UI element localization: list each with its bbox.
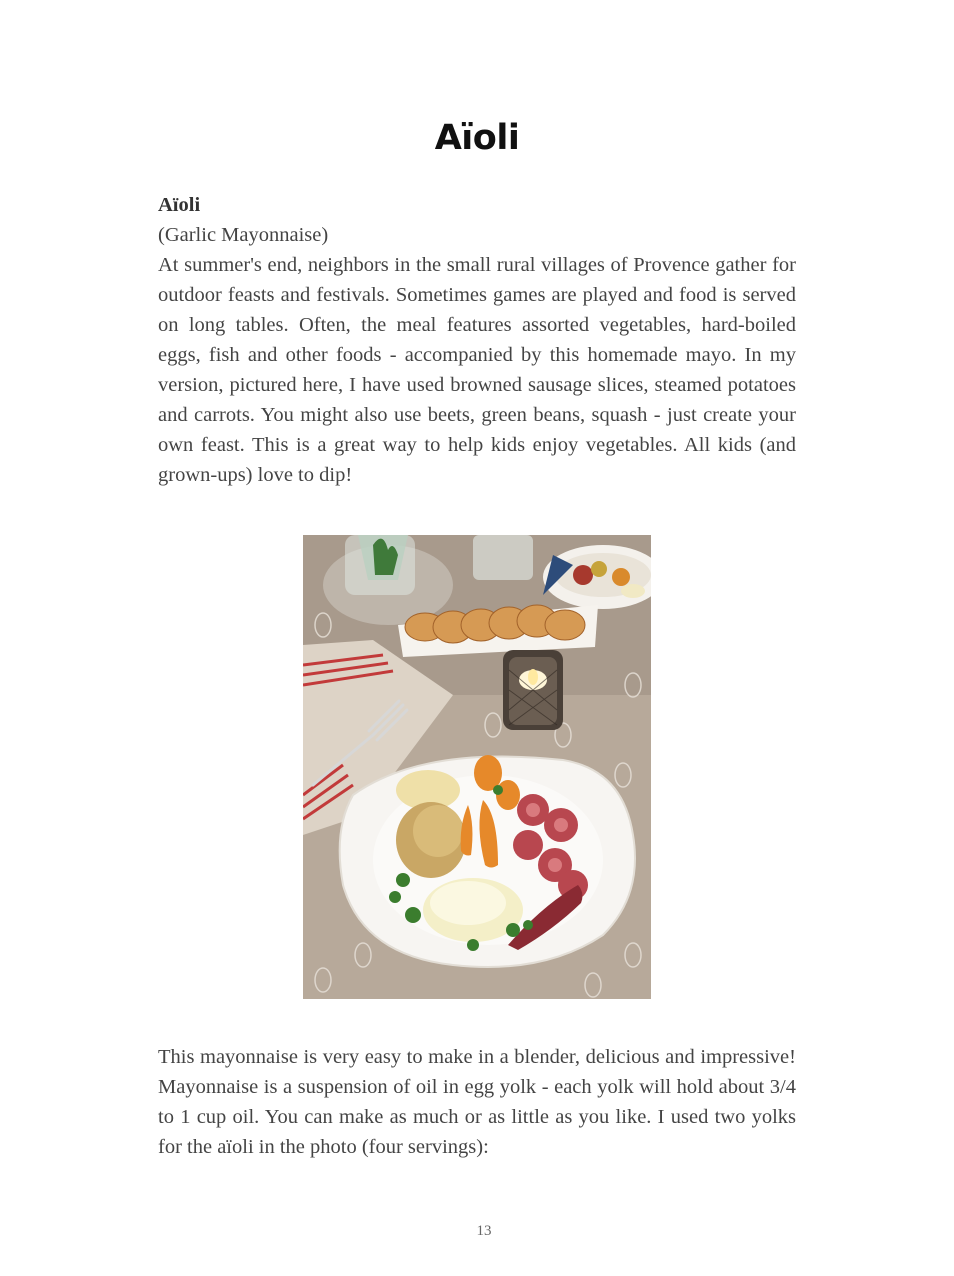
page-number: 13 xyxy=(476,1223,492,1239)
recipe-subtitle: (Garlic Mayonnaise) xyxy=(158,224,329,246)
recipe-photo xyxy=(303,535,651,999)
second-paragraph: This mayonnaise is very easy to make in a blender, delicious and impressive! Mayonnaise is a suspension of oil in egg yolk - each yolk will hold about 3/4 to 1 cup oil. You can make as much or as little as you like. I used two yolks for the aïoli in the photo (four servings): xyxy=(158,1046,796,1158)
recipe-name: Aïoli xyxy=(158,194,201,216)
page-title: Aïoli xyxy=(434,118,520,158)
intro-paragraph: At summer's end, neighbors in the small rural villages of Provence gather for outdoor feasts and festivals. Sometimes games are played and food is served on long tables. Often, the meal features assorted vegetables, hard-boiled eggs, fish and other foods - accompanied by this homemade mayo. In my version, pictured here, I have used browned sausage slices, steamed potatoes and carrots. You might also use beets, green beans, squash - just create your own feast. This is a great way to help kids enjoy vegetables. All kids (and grown-ups) love to dip! xyxy=(158,254,796,486)
